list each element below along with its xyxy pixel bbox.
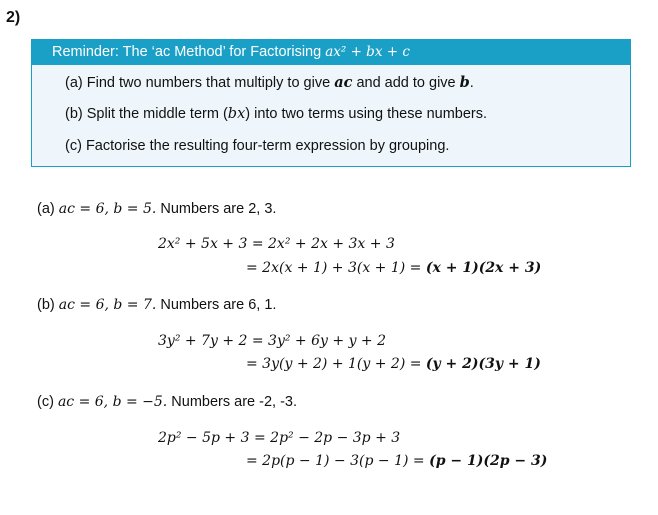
reminder-step-b: (b) Split the middle term (bx) into two terms using these numbers. bbox=[65, 106, 488, 122]
reminder-title-math: ax² + bx + c bbox=[325, 44, 410, 60]
part-b-header: (b) ac = 6, b = 7. Numbers are 6, 1. bbox=[37, 297, 277, 313]
part-a-header: (a) ac = 6, b = 5. Numbers are 2, 3. bbox=[37, 201, 277, 217]
question-number: 2) bbox=[6, 9, 21, 26]
part-c-header: (c) ac = 6, b = −5. Numbers are -2, -3. bbox=[37, 394, 298, 410]
part-a-equation-line1: 2x² + 5x + 3 = 2x² + 2x + 3x + 3 bbox=[158, 236, 395, 252]
reminder-step-c: (c) Factorise the resulting four-term expression by grouping. bbox=[65, 138, 450, 154]
part-c-equation-line1: 2p² − 5p + 3 = 2p² − 2p − 3p + 3 bbox=[158, 430, 401, 446]
part-c-answer: (p − 1)(2p − 3) bbox=[429, 453, 548, 469]
part-b-equation-line2: = 3y(y + 2) + 1(y + 2) = (y + 2)(3y + 1) bbox=[246, 356, 541, 372]
part-a-equation-line2: = 2x(x + 1) + 3(x + 1) = (x + 1)(2x + 3) bbox=[246, 260, 542, 276]
reminder-header bbox=[32, 40, 630, 65]
part-c-equation-line2: = 2p(p − 1) − 3(p − 1) = (p − 1)(2p − 3) bbox=[246, 453, 548, 469]
part-b-answer: (y + 2)(3y + 1) bbox=[425, 356, 541, 372]
reminder-step-a: (a) Find two numbers that multiply to give ac and add to give b. bbox=[65, 74, 474, 91]
part-b-equation-line1: 3y² + 7y + 2 = 3y² + 6y + y + 2 bbox=[158, 333, 387, 349]
reminder-title: Reminder: The ‘ac Method’ for Factorising bbox=[52, 44, 322, 60]
part-a-answer: (x + 1)(2x + 3) bbox=[425, 260, 542, 276]
